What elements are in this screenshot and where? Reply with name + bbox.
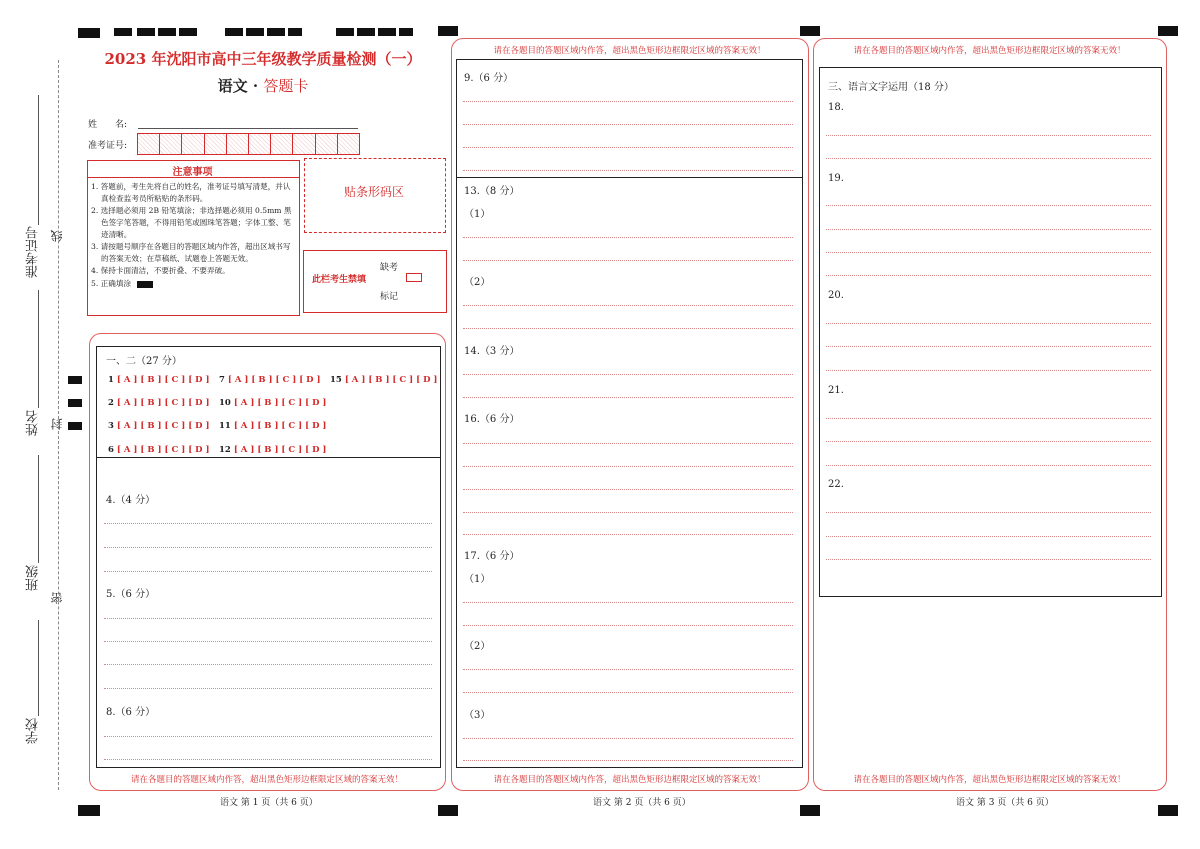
registration-mark xyxy=(114,28,132,36)
notice-item: 1. 答题前，考生先将自己的姓名，准考证号填写清楚，并认真检查监考员所粘贴的条形码。 xyxy=(91,182,291,203)
exam-id-boxes[interactable] xyxy=(137,133,360,155)
barcode-area-label: 贴条形码区 xyxy=(343,185,404,199)
mc-divider xyxy=(96,457,440,458)
choice-number: 10 xyxy=(219,398,231,408)
registration-mark xyxy=(288,28,302,36)
choice-number: 2 xyxy=(108,398,114,408)
answer-line[interactable] xyxy=(463,443,793,444)
side-class-label: 班级 xyxy=(26,565,41,591)
choice-number: 1 xyxy=(108,375,114,385)
subtitle xyxy=(98,75,428,96)
answer-line[interactable] xyxy=(463,669,793,670)
absent-mark-top: 缺考 xyxy=(380,263,399,273)
notice-item: 5. 正确填涂 xyxy=(91,279,132,288)
choice-options: [ A ] [ B ] [ C ] [ D ] xyxy=(116,398,210,408)
answer-line[interactable] xyxy=(104,523,432,524)
answer-line[interactable] xyxy=(826,135,1151,136)
notice-list xyxy=(91,181,296,290)
side-line-label: 线 xyxy=(50,230,64,242)
answer-line[interactable] xyxy=(104,664,432,665)
answer-line[interactable] xyxy=(826,418,1151,419)
answer-line[interactable] xyxy=(463,489,793,490)
warning-text: 请在各题目的答题区域内作答，超出黑色矩形边框限定区域的答案无效！ xyxy=(130,775,403,785)
question-17-part-1: （1） xyxy=(464,574,491,585)
registration-mark xyxy=(78,805,100,816)
choice-item[interactable] xyxy=(219,445,326,455)
registration-mark xyxy=(1158,805,1178,816)
answer-line[interactable] xyxy=(463,397,793,398)
answer-line[interactable] xyxy=(826,370,1151,371)
answer-card-label: 答题卡 xyxy=(263,77,309,95)
answer-line[interactable] xyxy=(826,346,1151,347)
warning-text: 请在各题目的答题区域内作答，超出黑色矩形边框限定区域的答案无效！ xyxy=(493,46,766,56)
choice-options: [ A ] [ B ] [ C ] [ D ] xyxy=(344,375,438,385)
answer-line[interactable] xyxy=(104,618,432,619)
choice-options: [ A ] [ B ] [ C ] [ D ] xyxy=(116,421,210,431)
question-4-label: 4.（4 分） xyxy=(106,495,156,506)
choice-number: 7 xyxy=(219,375,225,385)
answer-line[interactable] xyxy=(826,229,1151,230)
answer-line[interactable] xyxy=(104,571,432,572)
question-9-label: 9.（6 分） xyxy=(464,73,514,84)
answer-line[interactable] xyxy=(826,465,1151,466)
question-13-label: 13.（8 分） xyxy=(464,186,520,197)
answer-line[interactable] xyxy=(463,374,793,375)
answer-line[interactable] xyxy=(463,328,793,329)
registration-mark xyxy=(399,28,413,36)
name-field[interactable] xyxy=(138,128,358,129)
section-divider xyxy=(456,177,802,178)
answer-line[interactable] xyxy=(104,736,432,737)
side-school-label: 学校 xyxy=(26,718,41,744)
mc-section-title: 一、二（27 分） xyxy=(106,356,182,367)
side-line xyxy=(38,95,39,225)
choice-number: 12 xyxy=(219,445,231,455)
choice-item[interactable] xyxy=(330,375,437,385)
answer-line[interactable] xyxy=(463,305,793,306)
answer-line[interactable] xyxy=(826,559,1151,560)
answer-box-page3 xyxy=(819,67,1162,597)
page-footer: 语文 第 2 页（共 6 页） xyxy=(593,798,691,808)
question-19-label: 19. xyxy=(828,173,844,184)
answer-line[interactable] xyxy=(826,205,1151,206)
answer-line[interactable] xyxy=(463,237,793,238)
answer-line[interactable] xyxy=(104,688,432,689)
answer-line[interactable] xyxy=(463,260,793,261)
answer-line[interactable] xyxy=(463,625,793,626)
registration-mark xyxy=(158,28,176,36)
answer-line[interactable] xyxy=(463,602,793,603)
registration-mark xyxy=(378,28,396,36)
notice-title: 注意事项 xyxy=(172,167,213,178)
choice-options: [ A ] [ B ] [ C ] [ D ] xyxy=(233,445,327,455)
question-14-label: 14.（3 分） xyxy=(464,346,520,357)
answer-line[interactable] xyxy=(826,275,1151,276)
subject-label: 语文 xyxy=(217,77,248,95)
answer-line[interactable] xyxy=(463,466,793,467)
choice-options: [ A ] [ B ] [ C ] [ D ] xyxy=(233,398,327,408)
choice-number: 11 xyxy=(219,421,231,431)
question-22-label: 22. xyxy=(828,479,844,490)
notice-divider xyxy=(87,177,299,178)
answer-line[interactable] xyxy=(104,547,432,548)
registration-mark xyxy=(800,805,820,816)
answer-line[interactable] xyxy=(463,738,793,739)
question-13-part-2: （2） xyxy=(464,277,491,288)
registration-mark xyxy=(800,26,820,36)
answer-line[interactable] xyxy=(826,441,1151,442)
answer-line[interactable] xyxy=(826,252,1151,253)
choice-options: [ A ] [ B ] [ C ] [ D ] xyxy=(116,445,210,455)
answer-line[interactable] xyxy=(463,124,793,125)
choice-options: [ A ] [ B ] [ C ] [ D ] xyxy=(116,375,210,385)
question-21-label: 21. xyxy=(828,385,844,396)
answer-line[interactable] xyxy=(826,536,1151,537)
side-seal-label: 封 xyxy=(50,418,64,430)
warning-text: 请在各题目的答题区域内作答，超出黑色矩形边框限定区域的答案无效！ xyxy=(853,775,1126,785)
side-secret-label: 密 xyxy=(50,592,64,604)
registration-mark xyxy=(267,28,285,36)
answer-line[interactable] xyxy=(463,534,793,535)
question-8-label: 8.（6 分） xyxy=(106,707,156,718)
side-exam-id-label: 准考证号 xyxy=(26,226,41,278)
question-13-part-1: （1） xyxy=(464,209,491,220)
side-line xyxy=(38,290,39,408)
subtitle-dot: · xyxy=(252,77,259,95)
registration-mark xyxy=(1158,26,1178,36)
side-mark xyxy=(68,376,82,384)
answer-line[interactable] xyxy=(463,760,793,761)
notice-item: 2. 选择题必须用 2B 铅笔填涂；非选择题必须用 0.5mm 黑色签字笔答题，不得用铅笔或圆珠笔答题；字体工整、笔迹清晰。 xyxy=(91,206,292,239)
answer-line[interactable] xyxy=(463,512,793,513)
side-mark xyxy=(68,399,82,407)
notice-item: 3. 请按题号顺序在各题目的答题区域内作答，超出区域书写的答案无效；在草稿纸、试题卷上答题无效。 xyxy=(91,242,291,263)
answer-line[interactable] xyxy=(463,101,793,102)
question-5-label: 5.（6 分） xyxy=(106,589,156,600)
notice-item-fill xyxy=(91,277,296,290)
registration-mark xyxy=(336,28,354,36)
answer-line[interactable] xyxy=(826,512,1151,513)
warning-text: 请在各题目的答题区域内作答，超出黑色矩形边框限定区域的答案无效！ xyxy=(853,46,1126,56)
notice-item: 4. 保持卡面清洁，不要折叠、不要弄破。 xyxy=(91,266,230,275)
question-17-label: 17.（6 分） xyxy=(464,551,520,562)
choice-item[interactable] xyxy=(219,375,321,385)
absent-mark-bottom: 标记 xyxy=(380,292,399,302)
choice-options: [ A ] [ B ] [ C ] [ D ] xyxy=(233,421,327,431)
page-footer: 语文 第 3 页（共 6 页） xyxy=(956,798,1054,808)
choice-item[interactable] xyxy=(108,375,210,385)
question-17-part-2: （2） xyxy=(464,641,491,652)
filled-bubble-example xyxy=(137,281,153,288)
registration-mark xyxy=(225,28,243,36)
answer-line[interactable] xyxy=(463,692,793,693)
warning-text: 请在各题目的答题区域内作答，超出黑色矩形边框限定区域的答案无效！ xyxy=(493,775,766,785)
registration-mark xyxy=(179,28,197,36)
name-label: 姓 名: xyxy=(88,120,128,130)
choice-item[interactable] xyxy=(108,421,210,431)
choice-item[interactable] xyxy=(219,421,326,431)
choice-options: [ A ] [ B ] [ C ] [ D ] xyxy=(227,375,321,385)
binding-dashed-line xyxy=(58,60,59,790)
side-line xyxy=(38,455,39,563)
question-20-label: 20. xyxy=(828,290,844,301)
section-3-title: 三、语言文字运用（18 分） xyxy=(828,82,954,93)
page-footer: 语文 第 1 页（共 6 页） xyxy=(220,798,318,808)
absent-label: 此栏考生禁填 xyxy=(312,275,367,285)
choice-item[interactable] xyxy=(219,398,326,408)
answer-line[interactable] xyxy=(104,641,432,642)
absent-checkbox[interactable] xyxy=(406,273,422,282)
answer-line[interactable] xyxy=(826,158,1151,159)
question-16-label: 16.（6 分） xyxy=(464,414,520,425)
choice-item[interactable] xyxy=(108,445,210,455)
registration-mark xyxy=(246,28,264,36)
question-17-part-3: （3） xyxy=(464,710,491,721)
registration-mark xyxy=(137,28,155,36)
answer-line[interactable] xyxy=(104,759,432,760)
choice-number: 15 xyxy=(330,375,342,385)
page-title: 2023 年沈阳市高中三年级教学质量检测（一） xyxy=(104,50,422,68)
answer-line[interactable] xyxy=(463,147,793,148)
side-name-label: 姓名 xyxy=(26,410,41,436)
answer-line[interactable] xyxy=(826,323,1151,324)
exam-id-label: 准考证号: xyxy=(88,141,128,151)
choice-item[interactable] xyxy=(108,398,210,408)
side-line xyxy=(38,620,39,716)
answer-line[interactable] xyxy=(463,170,793,171)
side-mark xyxy=(68,422,82,430)
choice-number: 6 xyxy=(108,445,114,455)
registration-mark xyxy=(438,26,458,36)
registration-mark xyxy=(78,28,100,38)
registration-mark xyxy=(438,805,458,816)
choice-number: 3 xyxy=(108,421,114,431)
registration-mark xyxy=(357,28,375,36)
question-18-label: 18. xyxy=(828,102,844,113)
